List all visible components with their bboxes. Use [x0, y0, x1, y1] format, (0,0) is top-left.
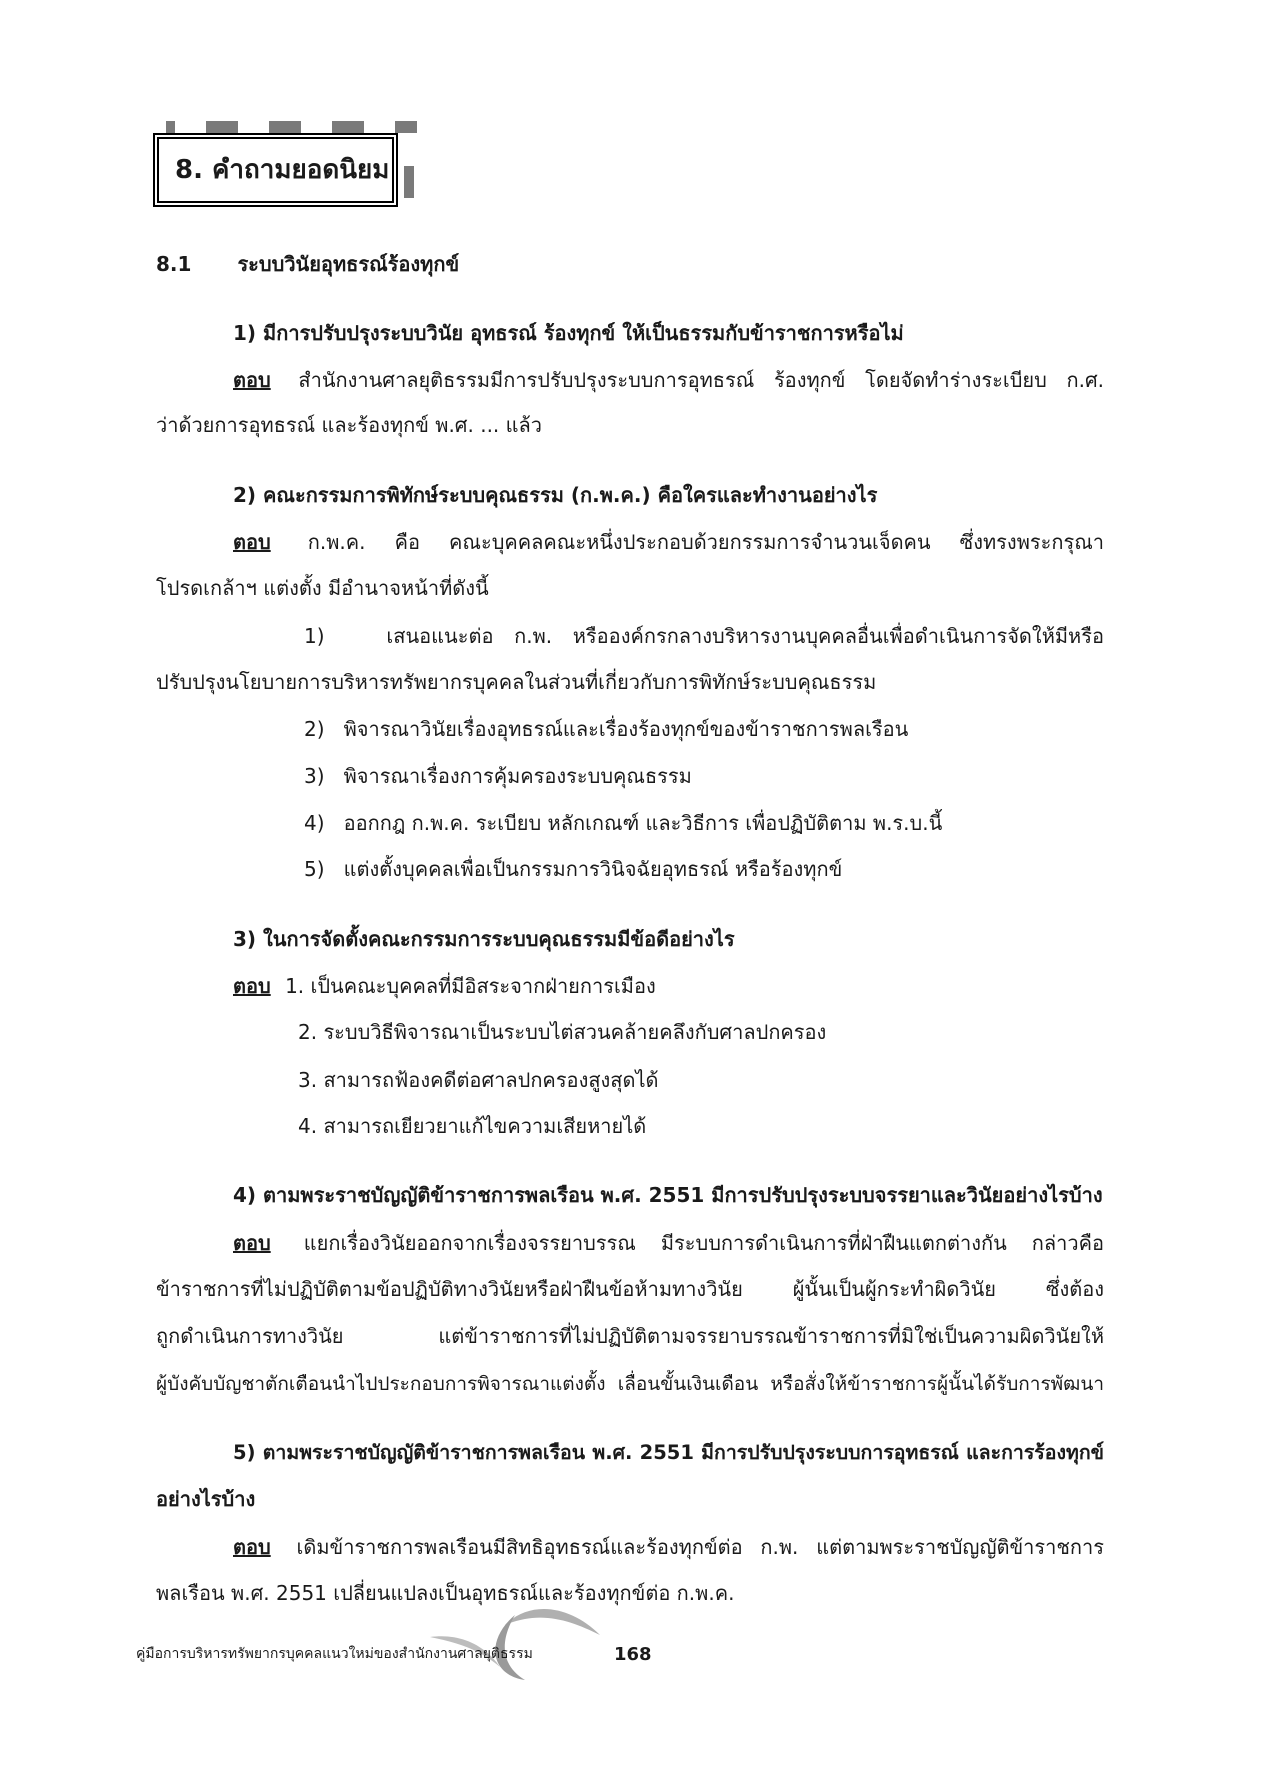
- answer-line: โปรดเกล้าฯ แต่งตั้ง มีอำนาจหน้าที่ดังนี้: [156, 576, 489, 600]
- list-item: 5) แต่งตั้งบุคคลเพื่อเป็นกรรมการวินิจฉัยอุทธรณ์ หรือร้องทุกข์: [304, 857, 843, 881]
- question-5-continuation: อย่างไรบ้าง: [156, 1487, 256, 1511]
- decor-bar: [166, 121, 175, 133]
- answer-line: [156, 1532, 1104, 1562]
- answer-text: ก.พ.ค. คือ คณะบุคคลคณะหนึ่งประกอบด้วยกรรมการจำนวนเจ็ดคน ซึ่งทรงพระกรุณา: [307, 530, 1104, 554]
- subsection-heading: [156, 249, 1104, 279]
- answer-line: ผู้บังคับบัญชาตักเตือนนำไปประกอบการพิจารณาแต่งตั้ง เลื่อนขั้นเงินเดือน หรือสั่งให้ข้าราชการผู้นั้นได้รับการพัฒนา: [156, 1373, 1104, 1395]
- section-title: 8. คำถามยอดนิยม: [175, 155, 390, 185]
- page-number: 168: [614, 1644, 652, 1665]
- decor-bar: [332, 121, 364, 133]
- list-item: 4) ออกกฎ ก.พ.ค. ระเบียบ หลักเกณฑ์ และวิธีการ เพื่อปฏิบัติตาม พ.ร.บ.นี้: [304, 811, 943, 835]
- list-item: 1) เสนอแนะต่อ ก.พ. หรือองค์กรกลางบริหารงานบุคคลอื่นเพื่อดำเนินการจัดให้มีหรือ: [304, 624, 1104, 648]
- question-4: 4) ตามพระราชบัญญัติข้าราชการพลเรือน พ.ศ. 2551 มีการปรับปรุงระบบจรรยาและวินัยอย่างไรบ้าง: [233, 1183, 1103, 1207]
- answer-line: 2. ระบบวิธีพิจารณาเป็นระบบไต่สวนคล้ายคลึงกับศาลปกครอง: [298, 1020, 827, 1044]
- answer-text: แยกเรื่องวินัยออกจากเรื่องจรรยาบรรณ มีระบบการดำเนินการที่ฝ่าฝืนแตกต่างกัน กล่าวคือ: [303, 1231, 1104, 1255]
- list-item: 2) พิจารณาวินัยเรื่องอุทธรณ์และเรื่องร้องทุกข์ของข้าราชการพลเรือน: [304, 717, 909, 741]
- answer-line: ถูกดำเนินการทางวินัย แต่ข้าราชการที่ไม่ปฏิบัติตามจรรยาบรรณข้าราชการที่มิใช่เป็นความผิดวินัยให้: [156, 1324, 1104, 1348]
- question-5: 5) ตามพระราชบัญญัติข้าราชการพลเรือน พ.ศ. 2551 มีการปรับปรุงระบบการอุทธรณ์ และการร้องทุกข์: [233, 1441, 1104, 1464]
- list-item-continuation: ปรับปรุงนโยบายการบริหารทรัพยากรบุคคลในส่วนที่เกี่ยวกับการพิทักษ์ระบบคุณธรรม: [156, 670, 877, 694]
- answer-text: 1. เป็นคณะบุคคลที่มีอิสระจากฝ่ายการเมือง: [285, 974, 656, 998]
- footer-text: คู่มือการบริหารทรัพยากรบุคคลแนวใหม่ของสำนักงานศาลยุติธรรม: [136, 1647, 533, 1662]
- answer-line: 4. สามารถเยียวยาแก้ไขความเสียหายได้: [298, 1114, 647, 1138]
- answer-line: [156, 365, 1104, 395]
- question-2: 2) คณะกรรมการพิทักษ์ระบบคุณธรรม (ก.พ.ค.) คือใครและทำงานอย่างไร: [233, 483, 878, 507]
- answer-line: ข้าราชการที่ไม่ปฏิบัติตามข้อปฏิบัติทางวินัยหรือฝ่าฝืนข้อห้ามทางวินัย ผู้นั้นเป็นผู้กระทำผิดวินัย ซึ่งต้อง: [156, 1277, 1104, 1301]
- box-shadow: [404, 166, 414, 198]
- answer-line: [156, 1228, 1104, 1258]
- list-item: 3) พิจารณาเรื่องการคุ้มครองระบบคุณธรรม: [304, 764, 692, 788]
- question-3: 3) ในการจัดตั้งคณะกรรมการระบบคุณธรรมมีข้อดีอย่างไร: [233, 927, 735, 951]
- answer-line: ว่าด้วยการอุทธรณ์ และร้องทุกข์ พ.ศ. ... แล้ว: [156, 413, 543, 437]
- answer-label: ตอบ: [233, 1231, 271, 1255]
- decor-bar: [395, 121, 417, 133]
- answer-line: [156, 527, 1104, 557]
- answer-label: ตอบ: [233, 368, 271, 392]
- answer-line: พลเรือน พ.ศ. 2551 เปลี่ยนแปลงเป็นอุทธรณ์และร้องทุกข์ต่อ ก.พ.ค.: [156, 1581, 735, 1605]
- answer-label: ตอบ: [233, 1535, 271, 1559]
- answer-line: [156, 971, 1181, 1001]
- decor-bar: [269, 121, 301, 133]
- answer-label: ตอบ: [233, 530, 271, 554]
- answer-text: เดิมข้าราชการพลเรือนมีสิทธิอุทธรณ์และร้องทุกข์ต่อ ก.พ. แต่ตามพระราชบัญญัติข้าราชการ: [296, 1535, 1105, 1559]
- question-1: 1) มีการปรับปรุงระบบวินัย อุทธรณ์ ร้องทุกข์ ให้เป็นธรรมกับข้าราชการหรือไม่: [233, 321, 904, 345]
- subsection-title: ระบบวินัยอุทธรณ์ร้องทุกข์: [237, 252, 460, 276]
- subsection-number: 8.1: [156, 252, 192, 276]
- answer-text: สำนักงานศาลยุติธรรมมีการปรับปรุงระบบการอุทธรณ์ ร้องทุกข์ โดยจัดทำร่างระเบียบ ก.ศ.: [298, 368, 1104, 392]
- decor-bar: [206, 121, 238, 133]
- answer-line: 3. สามารถฟ้องคดีต่อศาลปกครองสูงสุดได้: [298, 1068, 659, 1092]
- answer-label: ตอบ: [233, 974, 271, 998]
